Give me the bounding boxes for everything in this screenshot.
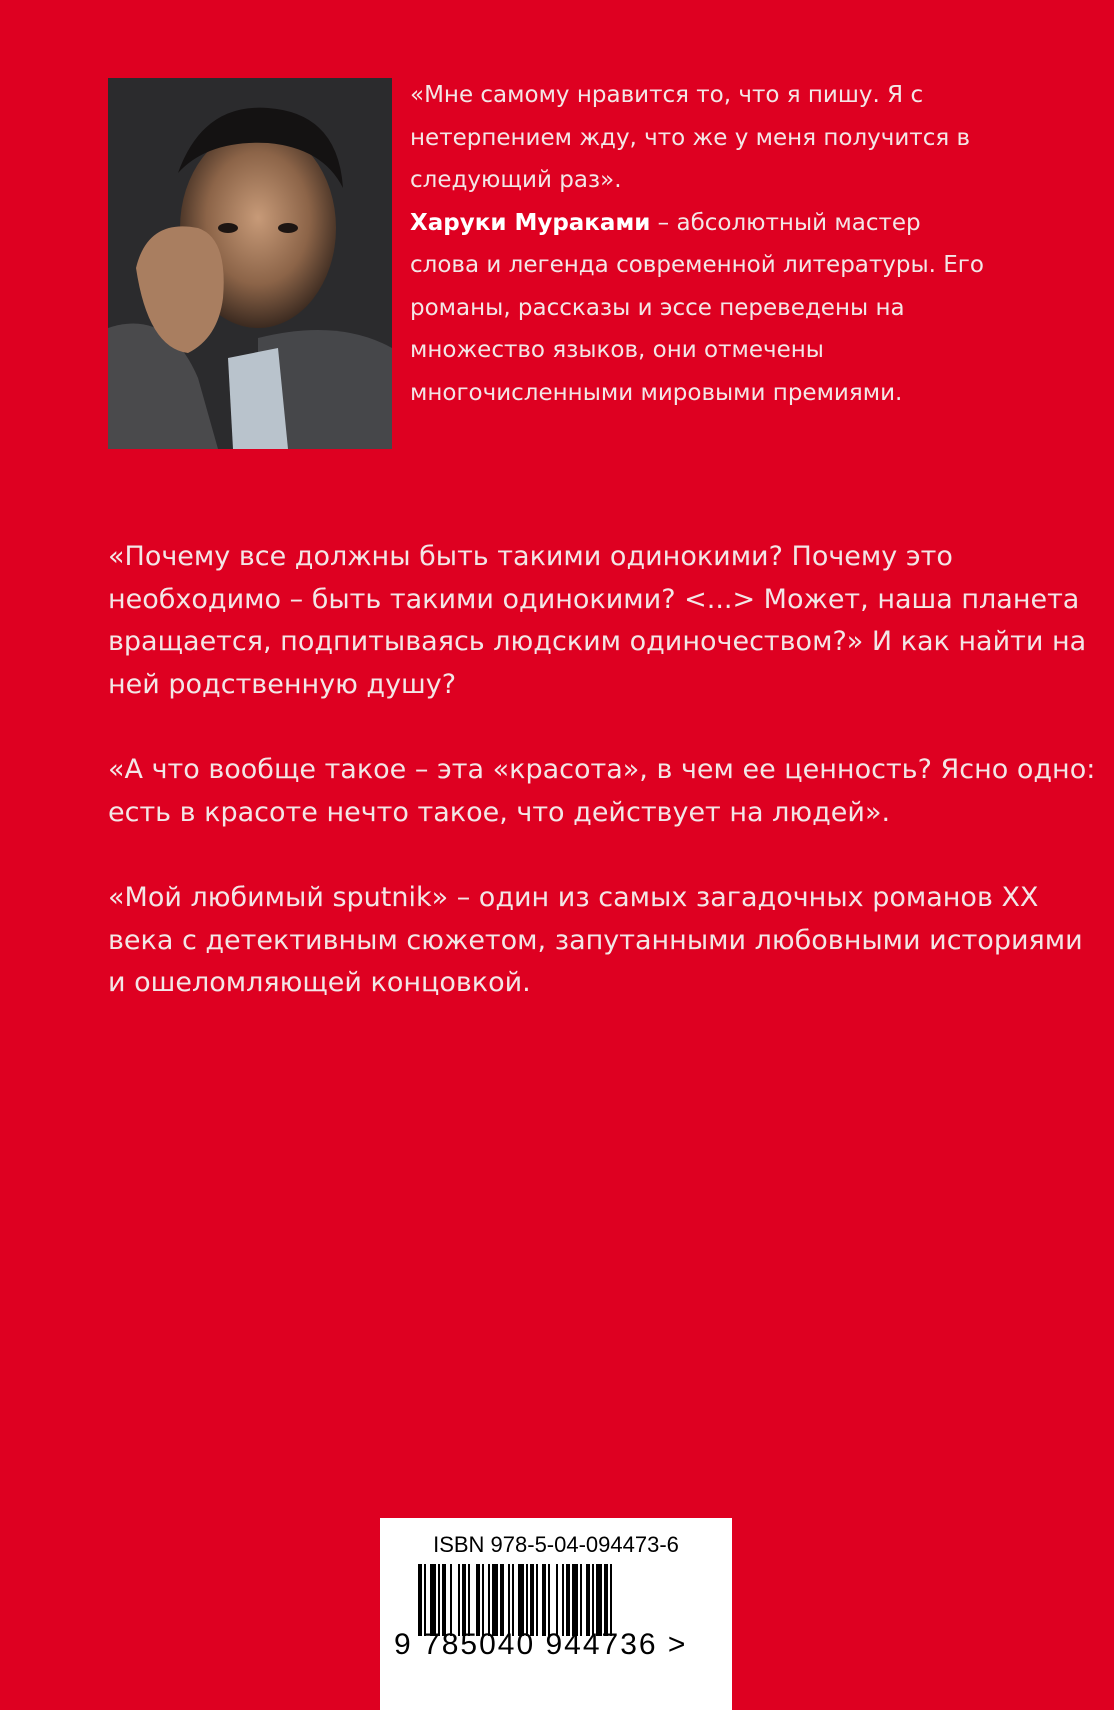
barcode-bar [462, 1564, 466, 1636]
barcode-bar [536, 1564, 538, 1636]
barcode-bar [492, 1564, 498, 1636]
barcode-bar [562, 1564, 564, 1636]
isbn-label: ISBN 978-5-04-094473-6 [433, 1532, 679, 1557]
barcode-box [380, 1518, 732, 1710]
annotation-paragraph-2: «А что вообще такое – эта «красота», в чем ее ценность? Ясно одно: есть в красоте нечто такое, что действует на людей». [108, 754, 1096, 828]
barcode-bar [556, 1564, 558, 1636]
barcode-bar [468, 1564, 470, 1636]
annotation-paragraph-1: «Почему все должны быть такими одинокими? Почему это необходимо – быть такими одинокими? <...> Может, наша планета вращается, подпитываясь людским одиночеством?» И как найти на ней родственную душу? [108, 541, 1087, 700]
barcode-bar [542, 1564, 546, 1636]
author-description [410, 202, 990, 415]
barcode-bar [548, 1564, 550, 1636]
barcode-bar [596, 1564, 602, 1636]
barcode-bar [482, 1564, 484, 1636]
author-quote: «Мне самому нравится то, что я пишу. Я с нетерпением жду, что же у меня получится в следующий раз». [410, 82, 971, 193]
barcode-bar [430, 1564, 436, 1636]
author-description-text: – абсолютный мастер слова и легенда современной литературы. Его романы, рассказы и эссе переведены на множество языков, они отмечены многочисленными мировыми премиями. [410, 209, 984, 406]
author-bio [410, 74, 990, 414]
author-portrait-image [108, 78, 392, 449]
barcode-bar [530, 1564, 534, 1636]
author-photo [108, 78, 392, 449]
barcode-bar [592, 1564, 594, 1636]
barcode-bar [488, 1564, 490, 1636]
barcode-bar [500, 1564, 504, 1636]
barcode-bar [450, 1564, 452, 1636]
author-name: Харуки Мураками [410, 209, 651, 236]
annotation-paragraph-3: «Мой любимый sputnik» – один из самых загадочных романов XX века с детективным сюжетом, запутанными любовными историями и ошеломляющей концовкой. [108, 882, 1083, 998]
barcode-bar [442, 1564, 446, 1636]
barcode-bar [476, 1564, 480, 1636]
barcode-digits: 9 785040 944736 > [394, 1628, 688, 1661]
barcode-bar [610, 1564, 612, 1636]
barcode-bar [424, 1564, 426, 1636]
barcode-bar [458, 1564, 460, 1636]
barcode-bar [508, 1564, 510, 1636]
barcode-bars [418, 1564, 694, 1636]
barcode-bar [580, 1564, 582, 1636]
barcode-bar [604, 1564, 608, 1636]
barcode-bar [512, 1564, 514, 1636]
barcode-bar [572, 1564, 578, 1636]
barcode-bar [566, 1564, 570, 1636]
barcode-bar [418, 1564, 422, 1636]
barcode-bar [518, 1564, 524, 1636]
barcode-bar [586, 1564, 590, 1636]
barcode-bar [526, 1564, 528, 1636]
barcode-bar [438, 1564, 440, 1636]
